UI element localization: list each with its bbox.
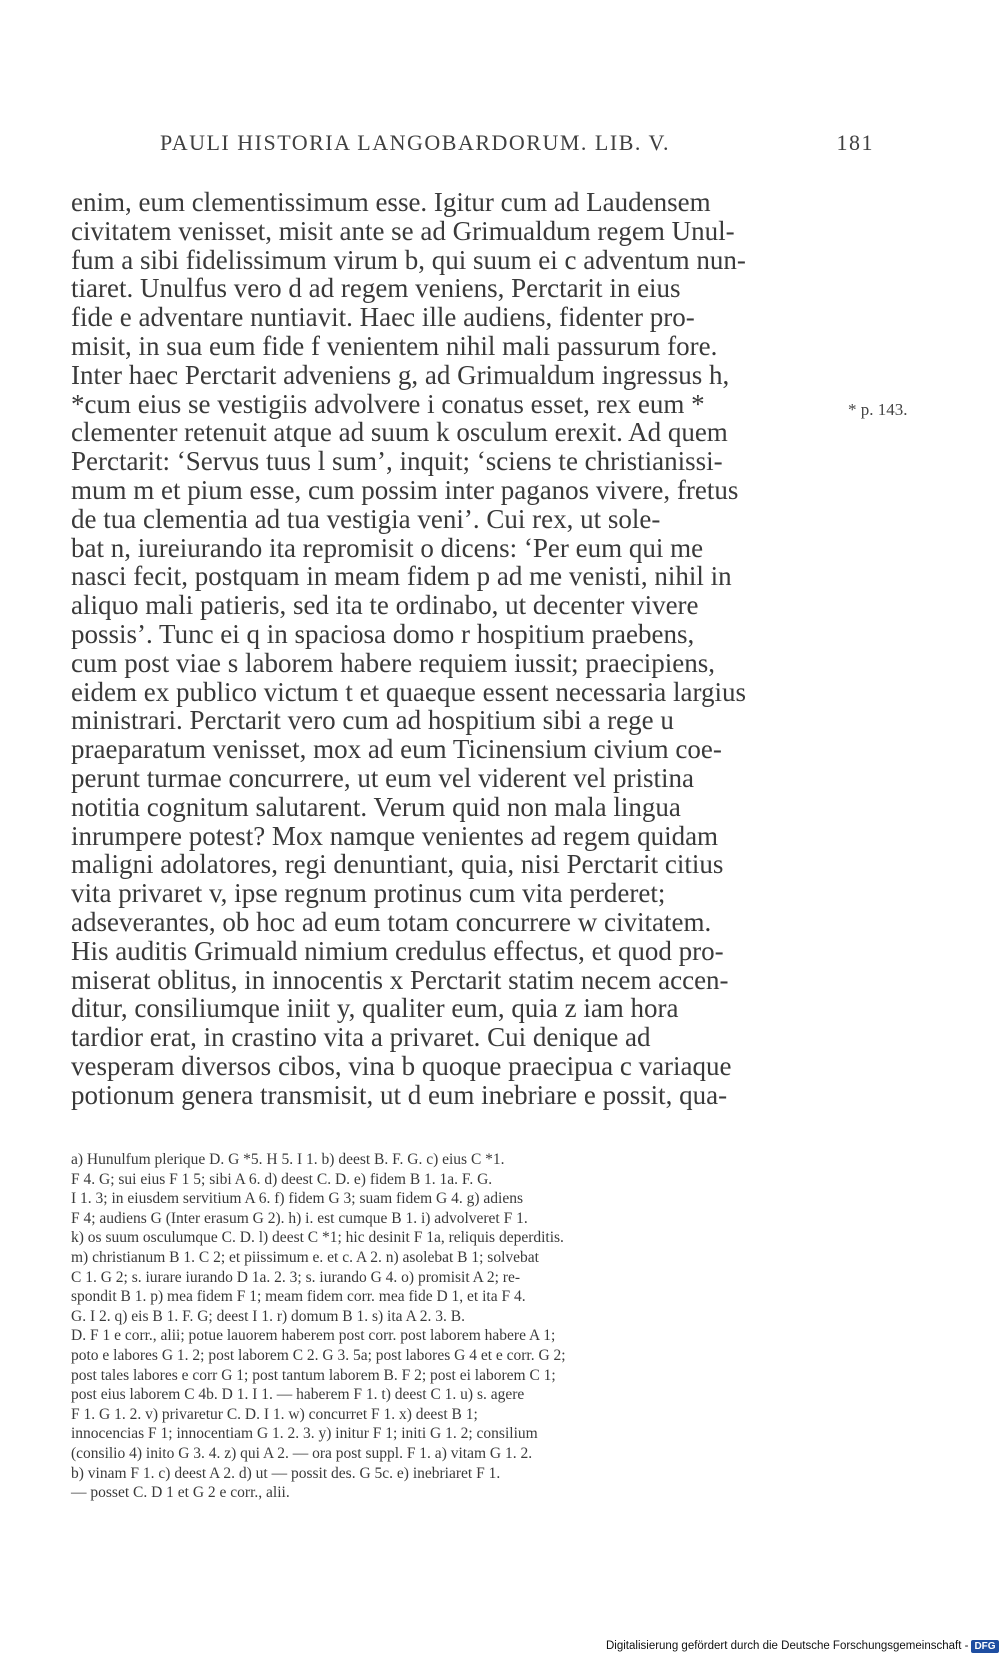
footnote-line: b) vinam F 1. c) deest A 2. d) ut — possit des. G 5c. e) inebriaret F 1. (71, 1464, 501, 1482)
text-line: Perctarit: ‘Servus tuus l sum’, inquit; ‘sciens te christianissi- (71, 446, 723, 477)
text-line: adseverantes, ob hoc ad eum totam concurrere w civitatem. (71, 906, 712, 937)
text-line: ministrari. Perctarit vero cum ad hospitium sibi a rege u (71, 705, 674, 736)
footnote-line: F 4. G; sui eius F 1 5; sibi A 6. d) deest C. D. e) fidem B 1. 1a. F. G. (71, 1170, 493, 1188)
footnote-line: a) Hunulfum plerique D. G *5. H 5. I 1. b) deest B. F. G. c) eius C *1. (71, 1151, 505, 1168)
text-line: cum post viae s laborem habere requiem iussit; praecipiens, (71, 647, 716, 678)
footnote-line: (consilio 4) inito G 3. 4. z) qui A 2. — ora post suppl. F 1. a) vitam G 1. 2. (71, 1444, 533, 1462)
dfg-logo: DFG (971, 1640, 998, 1653)
footnote-line: post eius laborem C 4b. D 1. I 1. — haberem F 1. t) deest C 1. u) s. agere (71, 1386, 525, 1404)
text-line: fide e adventare nuntiavit. Haec ille audiens, fidenter pro- (71, 302, 695, 333)
footnotes (71, 1150, 841, 1503)
footnote-line: G. I 2. q) eis B 1. F. G; deest I 1. r) domum B 1. s) ita A 2. 3. B. (71, 1307, 465, 1325)
text-line: civitatem venisset, misit ante se ad Grimualdum regem Unul- (71, 215, 735, 246)
text-line: clementer retenuit atque ad suum k osculum erexit. Ad quem (71, 417, 728, 448)
text-line: nasci fecit, postquam in meam fidem p ad me venisti, nihil in (71, 561, 732, 592)
text-line: ditur, consiliumque iniit y, qualiter eum, quia z iam hora (71, 993, 679, 1024)
footnote-line: D. F 1 e corr., alii; potue lauorem haberem post corr. post laborem habere A 1; (71, 1327, 556, 1345)
running-title: PAULI HISTORIA LANGOBARDORUM. LIB. V. (160, 130, 671, 155)
text-line: fum a sibi fidelissimum virum b, qui suum ei c adventum nun- (71, 244, 746, 275)
footnote-line: m) christianum B 1. C 2; et piissimum e. et c. A 2. n) asolebat B 1; solvebat (71, 1248, 539, 1266)
footnote-line: innocencias F 1; innocentiam G 1. 2. 3. y) initur F 1; initi G 1. 2; consilium (71, 1425, 538, 1443)
text-line: His auditis Grimuald nimium credulus effectus, et quod pro- (71, 935, 724, 966)
main-text (71, 188, 841, 1110)
text-line: Inter haec Perctarit adveniens g, ad Grimualdum ingressus h, (71, 359, 730, 390)
text-line: potionum genera transmisit, ut d eum inebriare e possit, qua- (71, 1079, 728, 1110)
text-line: eidem ex publico victum t et quaeque essent necessaria largius (71, 676, 747, 707)
text-line: perunt turmae concurrere, ut eum vel viderent vel pristina (71, 762, 695, 793)
text-line: miserat oblitus, in innocentis x Perctarit statim necem accen- (71, 964, 729, 995)
text-line: vesperam diversos cibos, vina b quoque praecipua c variaque (71, 1050, 732, 1081)
text-line: tardior erat, in crastino vita a privaret. Cui denique ad (71, 1022, 651, 1053)
text-line: aliquo mali patieris, sed ita te ordinabo, ut decenter vivere (71, 590, 699, 621)
margin-page-reference: * p. 143. (848, 400, 908, 419)
footnote-line: post tales labores e corr G 1; post tantum laborem B. F 2; post ei laborem C 1; (71, 1366, 556, 1384)
text-line: vita privaret v, ipse regnum protinus cum vita perderet; (71, 878, 666, 909)
text-line: notitia cognitum salutarent. Verum quid non mala lingua (71, 791, 681, 822)
funding-text: Digitalisierung gefördert durch die Deutsche Forschungsgemeinschaft - (606, 1640, 969, 1652)
footnote-line: I 1. 3; in eiusdem servitium A 6. f) fidem G 3; suam fidem G 4. g) adiens (71, 1190, 524, 1208)
text-line: bat n, iureiurando ita repromisit o dicens: ‘Per eum qui me (71, 532, 704, 563)
funding-footer (606, 1637, 999, 1655)
text-line: tiaret. Unulfus vero d ad regem veniens, Perctarit in eius (71, 273, 681, 304)
footnote-line: spondit B 1. p) mea fidem F 1; meam fidem corr. mea fide D 1, et ita F 4. (71, 1288, 526, 1306)
footnote-line: F 4; audiens G (Inter erasum G 2). h) i. est cumque B 1. i) advolveret F 1. (71, 1209, 528, 1227)
page-number: 181 (836, 130, 874, 155)
footnote-line: poto e labores G 1. 2; post laborem C 2. G 3. 5a; post labores G 4 et e corr. G 2; (71, 1346, 566, 1364)
text-line: inrumpere potest? Mox namque venientes ad regem quidam (71, 820, 719, 851)
running-head (160, 130, 874, 156)
text-line: praeparatum venisset, mox ad eum Ticinensium civium coe- (71, 734, 722, 765)
text-line: de tua clementia ad tua vestigia veni’. Cui rex, ut sole- (71, 503, 661, 534)
text-line: misit, in sua eum fide f venientem nihil mali passurum fore. (71, 330, 718, 361)
text-line: mum m et pium esse, cum possim inter paganos vivere, fretus (71, 474, 739, 505)
footnote-line: C 1. G 2; s. iurare iurando D 1a. 2. 3; s. iurando G 4. o) promisit A 2; re- (71, 1268, 521, 1286)
footnote-line: F 1. G 1. 2. v) privaretur C. D. I 1. w) concurret F 1. x) deest B 1; (71, 1405, 478, 1423)
footnote-line: — posset C. D 1 et G 2 e corr., alii. (71, 1484, 290, 1502)
text-line: enim, eum clementissimum esse. Igitur cum ad Laudensem (71, 187, 711, 217)
footnote-line: k) os suum osculumque C. D. l) deest C *1; hic desinit F 1a, reliquis deperditis. (71, 1229, 564, 1247)
text-line: *cum eius se vestigiis advolvere i conatus esset, rex eum * (71, 388, 705, 419)
text-line: maligni adolatores, regi denuntiant, quia, nisi Perctarit citius (71, 849, 724, 880)
text-line: possis’. Tunc ei q in spaciosa domo r hospitium praebens, (71, 618, 695, 649)
